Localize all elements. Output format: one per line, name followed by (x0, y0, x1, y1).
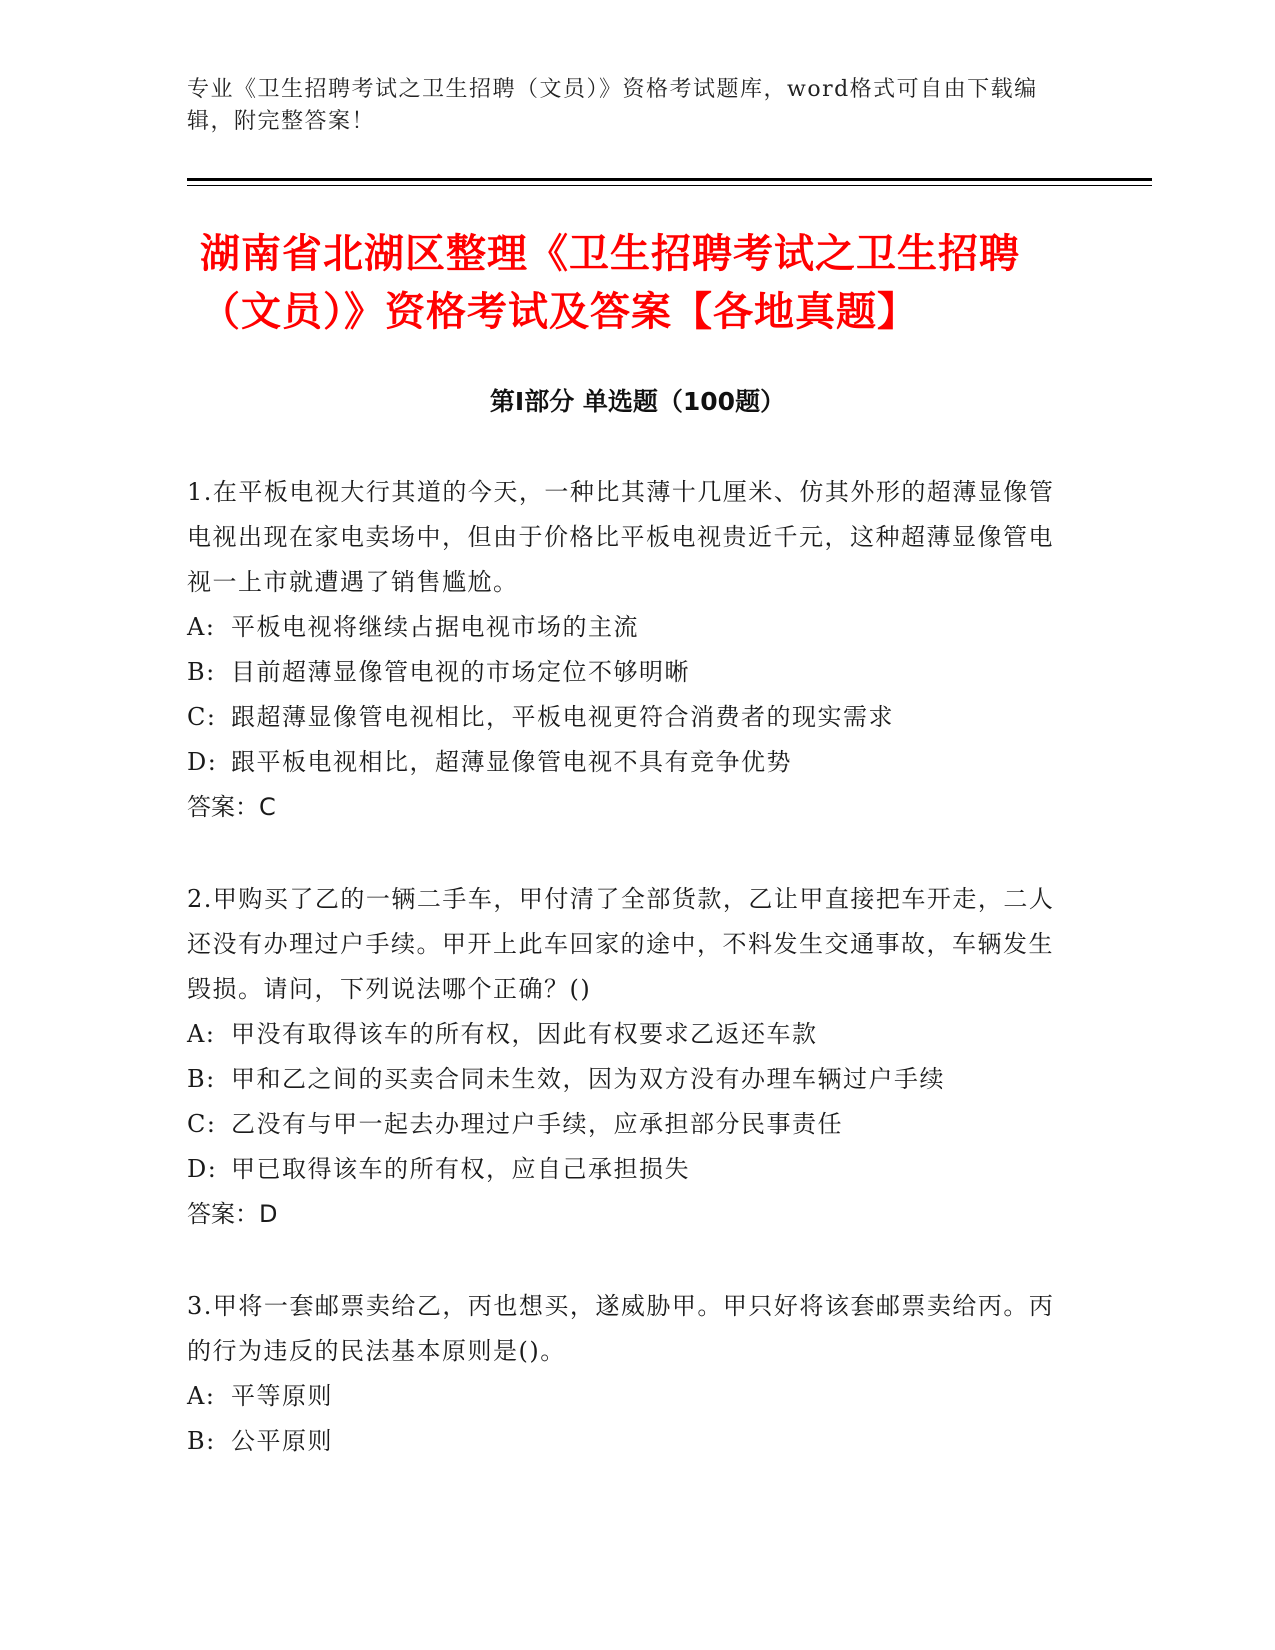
question-stem: 3.甲将一套邮票卖给乙，丙也想买，遂威胁甲。甲只好将该套邮票卖给丙。丙的行为违反的民法基本原则是()。 (187, 1292, 1055, 1365)
option-letter: B: (187, 658, 216, 686)
option-d (187, 1147, 1067, 1192)
answer-line: 答案：D (187, 1200, 278, 1228)
option-text: 跟超薄显像管电视相比，平板电视更符合消费者的现实需求 (231, 703, 894, 731)
option-text: 平等原则 (231, 1382, 333, 1410)
option-text: 甲和乙之间的买卖合同未生效，因为双方没有办理车辆过户手续 (231, 1065, 945, 1093)
answer-line: 答案：C (187, 793, 276, 821)
option-b (187, 650, 1067, 695)
option-a (187, 1374, 1067, 1419)
option-letter: C: (187, 1110, 217, 1138)
option-c (187, 695, 1067, 740)
option-text: 平板电视将继续占据电视市场的主流 (231, 613, 639, 641)
header-note: 专业《卫生招聘考试之卫生招聘（文员）》资格考试题库，word格式可自由下载编辑，附完整答案！ (187, 77, 1038, 134)
header-rule-thick (187, 178, 1152, 181)
section-heading: 第Ⅰ部分 单选题（100题） (489, 387, 786, 416)
option-d (187, 740, 1067, 785)
option-letter: D: (187, 748, 218, 776)
document-title: 湖南省北湖区整理《卫生招聘考试之卫生招聘（文员）》资格考试及答案【各地真题】 (200, 231, 1020, 335)
option-letter: B: (187, 1427, 216, 1455)
option-text: 乙没有与甲一起去办理过户手续，应承担部分民事责任 (231, 1110, 843, 1138)
question-stem: 2.甲购买了乙的一辆二手车，甲付清了全部货款，乙让甲直接把车开走，二人还没有办理过户手续。甲开上此车回家的途中，不料发生交通事故，车辆发生毁损。请问，下列说法哪个正确？() (187, 885, 1055, 1003)
option-a (187, 605, 1067, 650)
option-text: 甲已取得该车的所有权，应自己承担损失 (231, 1155, 690, 1183)
option-b (187, 1419, 1067, 1464)
question-2 (187, 877, 1067, 1237)
option-a (187, 1012, 1067, 1057)
option-text: 跟平板电视相比，超薄显像管电视不具有竞争优势 (231, 748, 792, 776)
option-b (187, 1057, 1067, 1102)
question-3 (187, 1284, 1067, 1464)
header-rule-thin (187, 185, 1152, 186)
option-text: 目前超薄显像管电视的市场定位不够明晰 (231, 658, 690, 686)
option-letter: A: (187, 1382, 216, 1410)
question-stem: 1.在平板电视大行其道的今天，一种比其薄十几厘米、仿其外形的超薄显像管电视出现在家电卖场中，但由于价格比平板电视贵近千元，这种超薄显像管电视一上市就遭遇了销售尴尬。 (187, 478, 1055, 596)
option-letter: D: (187, 1155, 218, 1183)
question-1 (187, 470, 1067, 830)
option-c (187, 1102, 1067, 1147)
option-letter: A: (187, 1020, 216, 1048)
option-text: 甲没有取得该车的所有权，因此有权要求乙返还车款 (231, 1020, 818, 1048)
option-letter: B: (187, 1065, 216, 1093)
option-text: 公平原则 (231, 1427, 333, 1455)
option-letter: C: (187, 703, 217, 731)
question-list (187, 470, 1067, 1511)
option-letter: A: (187, 613, 216, 641)
